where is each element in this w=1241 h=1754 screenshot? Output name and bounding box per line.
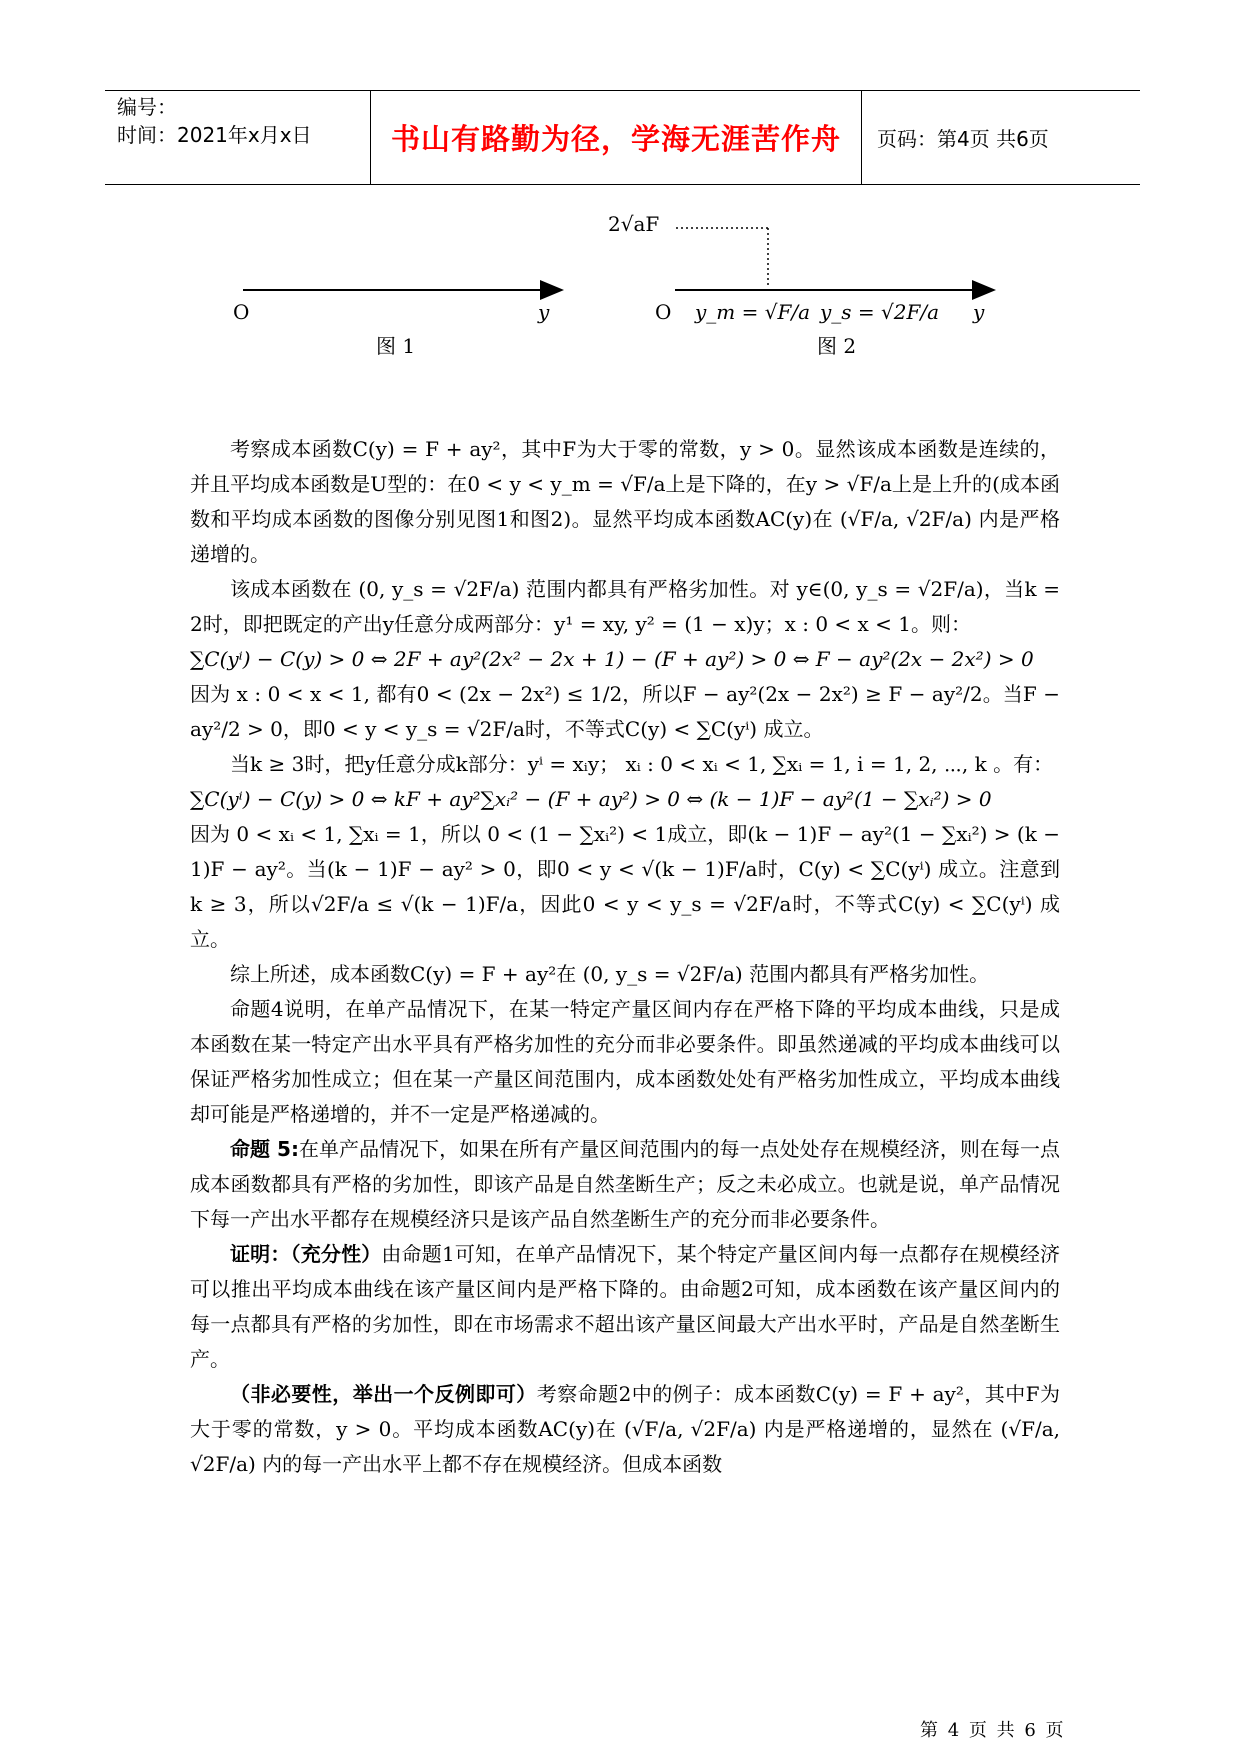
- proof-sufficiency: [190, 1237, 1060, 1377]
- body-text: [190, 432, 1060, 1482]
- page-footer: 第 4 页 共 6 页: [920, 1720, 1066, 1741]
- fig2-origin-label: O: [655, 300, 672, 324]
- paragraph: 该成本函数在 (0, y_s = √2F/a) 范围内都具有严格劣加性。对 y∈(0, y_s = √2F/a)，当k = 2时，即把既定的产出y任意分成两部分：y¹ = xy, y² = (1 − x)y；x : 0 < x < 1。则：: [190, 577, 1060, 636]
- header-page-number: 页码：第4页 共6页: [877, 127, 1049, 151]
- fig2-top-label: 2√aF: [608, 212, 660, 236]
- fig2-tick-ys: y_s = √2F/a: [820, 300, 940, 324]
- document-number-label: 编号：: [117, 95, 177, 119]
- paragraph: 命题4说明，在单产品情况下，在某一特定产量区间内存在严格下降的平均成本曲线，只是成本函数在某一特定产出水平具有严格劣加性的充分而非必要条件。即虽然递减的平均成本曲线可以保证严格劣加性成立；但在某一产量区间范围内，成本函数处处有严格劣加性成立，平均成本曲线却可能是严格递增的，并不一定是严格递减的。: [190, 997, 1060, 1126]
- fig2-axis-label: y: [973, 300, 985, 324]
- proof-label: 证明：（充分性）: [230, 1242, 382, 1266]
- header-motto: 书山有路勤为径，学海无涯苦作舟: [390, 122, 841, 156]
- fig2-tick-ym: y_m = √F/a: [695, 300, 811, 324]
- paragraph: 因为 0 < xᵢ < 1, ∑xᵢ = 1，所以 0 < (1 − ∑xᵢ²) < 1成立，即(k − 1)F − ay²(1 − ∑xᵢ²) > (k − 1)F − ay²。当(k − 1)F − ay² > 0，即0 < y < √(k − 1)F/a时，C(y) < ∑C(yⁱ) 成立。注意到k ≥ 3，所以√2F/a ≤ √(k − 1)F/a，因此0 < y < y_s = √2F/a时，不等式C(y) < ∑C(yⁱ) 成立。: [190, 822, 1060, 951]
- fig1-origin-label: O: [233, 300, 250, 324]
- figure-axes: [0, 220, 1241, 400]
- page-header: [105, 90, 1140, 185]
- header-divider: [370, 91, 371, 184]
- document-time-label: 时间：2021年x月x日: [117, 123, 312, 147]
- non-necessity-text: 考察命题2中的例子：成本函数C(y) = F + ay²，其中F为大于零的常数，y > 0。平均成本函数AC(y)在 (√F/a, √2F/a) 内是严格递增的，显然在 (√F/a, √2F/a) 内的每一产出水平上都不存在规模经济。但成本函数: [190, 1382, 1061, 1476]
- fig2-caption: 图 2: [817, 334, 857, 358]
- header-divider: [861, 91, 862, 184]
- proof-text: 由命题1可知，在单产品情况下，某个特定产量区间内每一点都存在规模经济可以推出平均成本曲线在该产量区间内是严格下降的。由命题2可知，成本函数在该产量区间内的每一点都具有严格的劣加性，即在市场需求不超出该产量区间最大产出水平时，产品是自然垄断生产。: [190, 1242, 1060, 1371]
- proposition-text: 在单产品情况下，如果在所有产量区间范围内的每一点处处存在规模经济，则在每一点成本函数都具有严格的劣加性，即该产品是自然垄断生产；反之未必成立。也就是说，单产品情况下每一产出水平都存在规模经济只是该产品自然垄断生产的充分而非必要条件。: [190, 1137, 1060, 1231]
- header-info: [117, 93, 312, 149]
- equation-line: ∑C(yⁱ) − C(y) > 0 ⇔ kF + ay²∑xᵢ² − (F + ay²) > 0 ⇔ (k − 1)F − ay²(1 − ∑xᵢ²) > 0: [190, 787, 992, 811]
- non-necessity-label: （非必要性，举出一个反例即可）: [230, 1382, 537, 1406]
- paragraph: 考察成本函数C(y) = F + ay²，其中F为大于零的常数，y > 0。显然该成本函数是连续的，并且平均成本函数是U型的：在0 < y < y_m = √F/a上是下降的，在y > √F/a上是上升的(成本函数和平均成本函数的图像分别见图1和图2)。显然平均成本函数AC(y)在 (√F/a, √2F/a) 内是严格递增的。: [190, 437, 1060, 566]
- proposition-label: 命题 5:: [230, 1137, 299, 1161]
- paragraph: 因为 x : 0 < x < 1, 都有0 < (2x − 2x²) ≤ 1/2，所以F − ay²(2x − 2x²) ≥ F − ay²/2。当F − ay²/2 > 0，即0 < y < y_s = √2F/a时，不等式C(y) < ∑C(yⁱ) 成立。: [190, 682, 1060, 741]
- fig1-caption: 图 1: [376, 334, 416, 358]
- equation-line: ∑C(yⁱ) − C(y) > 0 ⇔ 2F + ay²(2x² − 2x + 1) − (F + ay²) > 0 ⇔ F − ay²(2x − 2x²) > 0: [190, 647, 1034, 671]
- figures-area: [0, 212, 1241, 400]
- paragraph: 综上所述，成本函数C(y) = F + ay²在 (0, y_s = √2F/a) 范围内都具有严格劣加性。: [230, 962, 990, 986]
- paragraph: 当k ≥ 3时，把y任意分成k部分：yⁱ = xᵢy； xᵢ : 0 < xᵢ < 1, ∑xᵢ = 1, i = 1, 2, ⋯, k 。有：: [230, 752, 1054, 776]
- fig1-axis-label: y: [538, 300, 550, 324]
- proof-non-necessity: [190, 1377, 1060, 1482]
- proposition-5: [190, 1132, 1060, 1237]
